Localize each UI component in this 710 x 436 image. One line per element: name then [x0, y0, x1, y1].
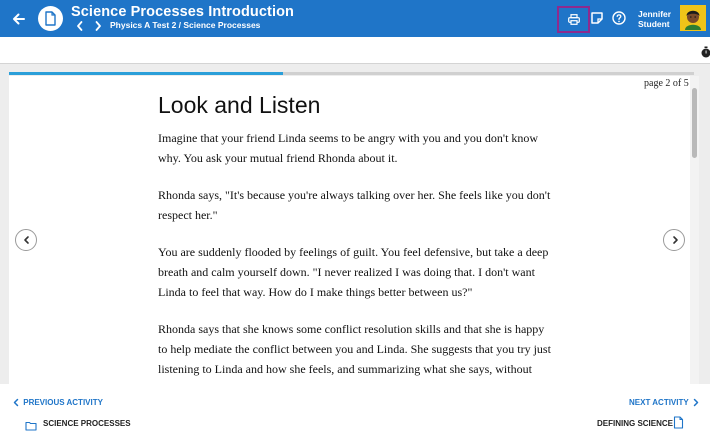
activity-type-badge [38, 6, 63, 31]
article-heading: Look and Listen [158, 92, 321, 118]
document-icon [673, 416, 684, 429]
reading-progress-fill [9, 72, 283, 75]
avatar[interactable] [680, 5, 706, 31]
chevron-left-icon [74, 19, 86, 33]
chevron-right-icon [92, 19, 104, 33]
next-activity-link[interactable] [629, 398, 700, 407]
timer-icon[interactable] [700, 45, 710, 57]
breadcrumb[interactable]: Physics A Test 2 / Science Processes [110, 20, 261, 30]
article-paragraph: You are suddenly flooded by feelings of guilt. You feel defensive, but take a deep breath and calm yourself down. "I never realized I was doing that. I don't want Linda to feel that way. How do I make things better between us?" [158, 245, 549, 299]
document-icon [44, 11, 57, 26]
breadcrumb-previous-button[interactable] [74, 19, 86, 33]
chevron-left-icon [22, 235, 32, 245]
print-button[interactable] [557, 6, 590, 33]
stopwatch-icon [700, 46, 710, 58]
previous-activity-link[interactable] [12, 398, 103, 407]
top-app-bar [0, 0, 710, 37]
breadcrumb-next-button[interactable] [92, 19, 104, 33]
reading-progress-bar [9, 72, 694, 75]
article-paragraph: Imagine that your friend Linda seems to be angry with you and you don't know why. You ask your mutual friend Rhonda about it. [158, 131, 539, 165]
printer-icon [568, 14, 580, 25]
reader-page[interactable] [9, 76, 699, 384]
previous-activity-label: PREVIOUS ACTIVITY [23, 398, 103, 407]
notes-button[interactable] [590, 11, 604, 25]
next-page-button[interactable] [663, 229, 685, 251]
toolbar-strip [0, 37, 710, 64]
user-name[interactable] [638, 9, 671, 29]
page-title: Science Processes Introduction [71, 4, 294, 20]
page-indicator: page 2 of 5 [644, 78, 689, 89]
user-last-name: Student [638, 19, 670, 29]
scrollbar-thumb[interactable] [692, 88, 697, 158]
help-button[interactable] [612, 11, 626, 25]
activity-footer [0, 384, 710, 436]
next-activity-label: NEXT ACTIVITY [629, 398, 689, 407]
back-button[interactable] [9, 9, 29, 29]
chevron-right-icon [670, 235, 680, 245]
current-section-label[interactable]: SCIENCE PROCESSES [43, 419, 131, 428]
previous-page-button[interactable] [15, 229, 37, 251]
folder-icon [25, 418, 37, 428]
note-icon [590, 11, 604, 25]
article-paragraph: Rhonda says that she knows some conflict resolution skills and that she is happy to help mediate the conflict between you and Linda. She suggests that you try just listening to Linda and how she feels, and summarizing what she says, without [158, 322, 551, 376]
user-first-name: Jennifer [638, 9, 672, 19]
article-paragraph: Rhonda says, "It's because you're always talking over her. She feels like you don't respect her." [158, 188, 551, 222]
next-section-label[interactable]: DEFINING SCIENCE [597, 419, 674, 428]
user-avatar-image [680, 5, 706, 31]
arrow-back-icon [9, 9, 29, 29]
article-content [158, 92, 553, 416]
help-icon [612, 11, 626, 25]
chevron-right-icon [691, 398, 700, 407]
page-scrollbar[interactable] [690, 76, 699, 384]
chevron-left-icon [12, 398, 21, 407]
